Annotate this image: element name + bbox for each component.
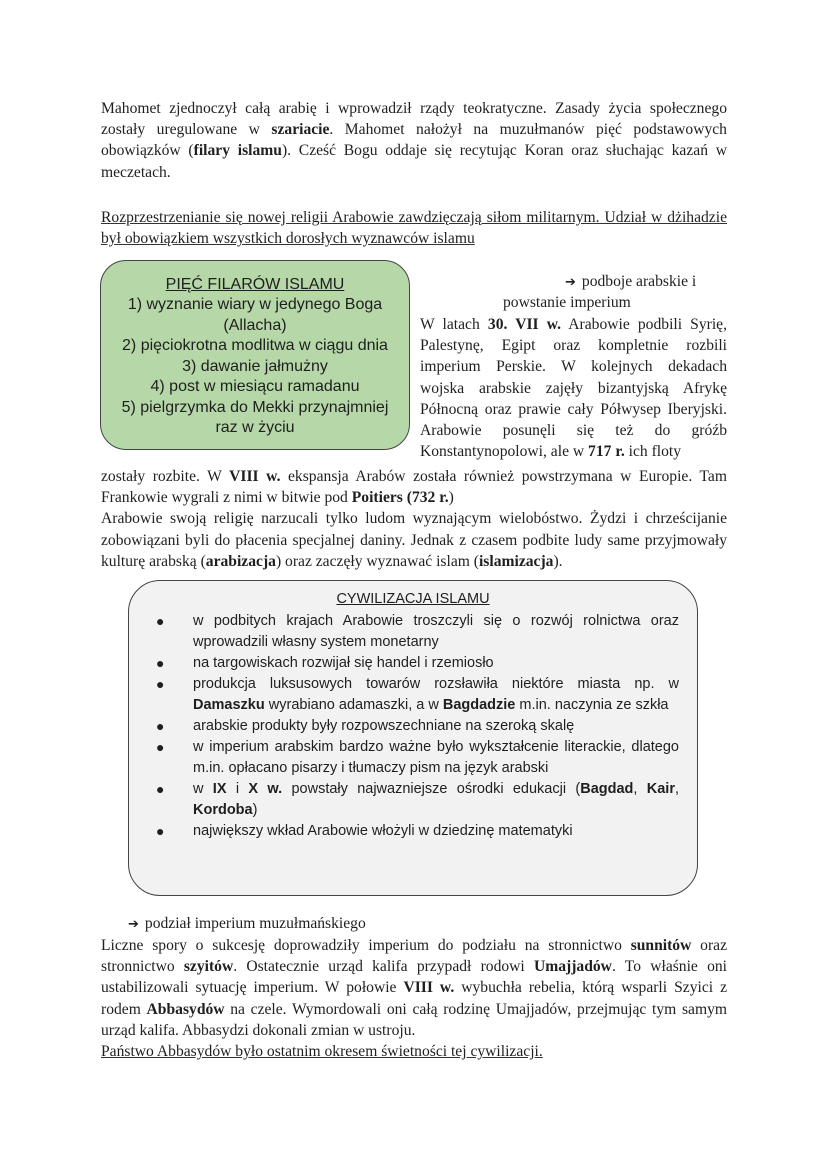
spread-paragraph: Rozprzestrzenianie się nowej religii Arabowie zawdzięczają siłom militarnym. Udział w dżihadzie był obowiązkiem wszystkich dorosłych wyznawców islamu — [101, 209, 727, 248]
conquest-text: ich floty — [624, 443, 682, 461]
conquest-text: ekspansja Arabów została również powstrzymana w Europie. Tam Frankowie wygrali z nimi w bitwie pod — [101, 468, 727, 507]
religion-text: ). — [553, 552, 563, 570]
intro-text: ). Cześć Bogu oddaje się recytując Koran oraz słuchając kazań w meczetach. — [101, 142, 727, 181]
bullet-icon: ● — [156, 718, 165, 734]
place-poitiers: Poitiers — [351, 489, 403, 507]
division-text: Liczne spory o sukcesję doprowadziły imperium do podziału na stronnictwo — [101, 937, 631, 954]
date-viii: VIII w. — [229, 468, 281, 485]
list-item — [151, 737, 679, 779]
conquest-heading — [565, 271, 696, 293]
intro-paragraph — [101, 98, 727, 183]
list-item-text: , — [674, 781, 679, 797]
list-item-text: wyrabiano adamaszki, a w — [264, 697, 443, 713]
pillar-line: 2) pięciokrotna modlitwa w ciągu dnia — [122, 337, 388, 354]
list-item-text: w — [193, 781, 213, 797]
civilization-list — [151, 611, 679, 842]
list-item-text: największy wkład Arabowie włożyli w dziedzinę matematyki — [193, 823, 573, 839]
list-item-text: produkcja luksusowych towarów rozsławiła niektóre miasta np. w — [193, 676, 679, 692]
division-text: oraz stronnictwo — [101, 937, 727, 976]
term-szyici: szyitów — [183, 958, 234, 976]
conquest-heading-line1: podboje arabskie i — [581, 273, 697, 290]
list-item — [151, 653, 679, 674]
list-item-text: w podbitych krajach Arabowie troszczyli się o rozwój rolnictwa oraz wprowadzili własny system monetarny — [193, 613, 679, 650]
conquest-paragraph — [420, 314, 727, 462]
final-sentence: Państwo Abbasydów było ostatnim okresem świetności tej cywilizacji. — [101, 1043, 543, 1061]
intro-text: Mahomet zjednoczył całą arabię i wprowadził rządy teokratyczne. Zasady życia społecznego zostały uregulowane w — [101, 100, 727, 139]
division-heading — [128, 913, 366, 935]
five-pillars-box — [100, 260, 410, 450]
city-bagdad: Bagdadzie — [442, 697, 516, 713]
list-item-text: m.in. naczynia ze szkła — [515, 697, 669, 713]
bullet-icon: ● — [156, 781, 165, 797]
conquest-text: ) — [448, 489, 454, 507]
division-paragraph — [101, 935, 727, 1062]
list-item — [151, 821, 679, 842]
date-30-vii: 30. VII w. — [487, 316, 562, 333]
century-x: X w. — [248, 781, 283, 797]
date-viii-2: VIII w. — [403, 979, 455, 997]
list-item — [151, 611, 679, 653]
arrow-right-icon: ➔ — [565, 275, 576, 290]
list-item-text: i — [226, 781, 249, 797]
pillar-line: 3) dawanie jałmużny — [182, 357, 328, 375]
list-item-text: na targowiskach rozwijał się handel i rzemiosło — [193, 655, 494, 671]
conquest-heading-line2: powstanie imperium — [503, 294, 631, 311]
conquest-text: Arabowie podbili Syrię, Palestynę, Egipt oraz kompletnie rozbili imperium Perskie. W kolejnych dekadach wojska arabskie zajęły bizantyjską Afrykę Północną oraz prawie cały Półwysep Iberyjski. Arabowie posunęli się też do gróźb Konstantynopolowi, ale w — [420, 316, 727, 461]
term-arabizacja: arabizacja — [205, 552, 276, 570]
religion-text: ) oraz zaczęły wyznawać islam ( — [275, 552, 479, 570]
city-kordoba: Kordoba — [193, 802, 253, 818]
term-abbasydzi: Abbasydów — [146, 1000, 225, 1018]
division-text: na czele. Wymordowali oni całą rodzinę Umajjadów, przejmując tym samym urząd kalifa. Abbasydzi dokonali zmian w ustroju. — [101, 1000, 727, 1039]
list-item — [151, 779, 679, 821]
pillar-line: (Allacha) — [223, 316, 287, 334]
date-717: 717 r. — [588, 443, 625, 461]
list-item-text: powstały najwazniejsze ośrodki edukacji ( — [282, 781, 581, 797]
islamic-civilization-box — [128, 580, 698, 896]
bullet-icon: ● — [156, 676, 165, 692]
list-item-text: arabskie produkty były rozpowszechniane na szeroką skalę — [193, 718, 575, 734]
division-text: . Ostatecznie urząd kalifa przypadł rodowi — [233, 958, 534, 976]
date-732: (732 r. — [406, 489, 449, 507]
list-item — [151, 716, 679, 737]
term-sunnici: sunnitów — [630, 937, 692, 954]
pillar-line: 4) post w miesiącu ramadanu — [150, 378, 360, 395]
city-bagdad-2: Bagdad — [580, 781, 634, 797]
term-islamizacja: islamizacja — [478, 552, 554, 570]
list-item-text: w imperium arabskim bardzo ważne było wykształcenie literackie, dlatego m.in. opłacano pisarzy i tłumaczy pism na język arabski — [193, 739, 679, 776]
pillar-line: raz w życiu — [215, 419, 295, 436]
conquest-text: W latach — [420, 316, 488, 333]
pillar-line: 5) pielgrzymka do Mekki przynajmniej — [121, 398, 389, 416]
century-ix: IX — [212, 781, 227, 797]
city-kair: Kair — [646, 781, 675, 797]
bullet-icon: ● — [156, 655, 165, 671]
list-item-text: , — [633, 781, 647, 797]
term-filary-islamu: filary islamu — [193, 142, 282, 160]
bullet-icon: ● — [156, 613, 165, 629]
list-item — [151, 674, 679, 716]
bullet-icon: ● — [156, 739, 165, 755]
division-text: wybuchła rebelia, którą wsparli Szyici z rodem — [101, 979, 727, 1018]
division-text: . To właśnie oni ustabilizowali sytuację imperium. W połowie — [101, 958, 727, 997]
bullet-icon: ● — [156, 823, 165, 839]
term-umajjadzi: Umajjadów — [533, 958, 612, 976]
city-damaszek: Damaszku — [193, 697, 265, 713]
religion-text: Arabowie swoją religię narzucali tylko ludom wyznającym wielobóstwo. Żydzi i chrześcijanie zobowiązani byli do płacenia specjalnej daniny. Jednak z czasem podbite ludy same przyjmowały kulturę arabską ( — [101, 510, 727, 570]
intro-text: . Mahomet nałożył na muzułmanów pięć podstawowych obowiązków ( — [101, 121, 727, 160]
pillar-line: 1) wyznanie wiary w jedynego Boga — [127, 296, 383, 313]
five-pillars-title: PIĘĆ FILARÓW ISLAMU — [165, 276, 345, 293]
term-szariat: szariacie — [271, 121, 330, 139]
civilization-title: CYWILIZACJA ISLAMU — [336, 591, 490, 607]
conquest-text: zostały rozbite. W — [101, 468, 230, 485]
arrow-right-icon: ➔ — [128, 917, 139, 932]
conquest-continuation — [101, 466, 727, 572]
division-heading-text: podział imperium muzułmańskiego — [144, 915, 366, 932]
list-item-text: ) — [252, 802, 258, 818]
